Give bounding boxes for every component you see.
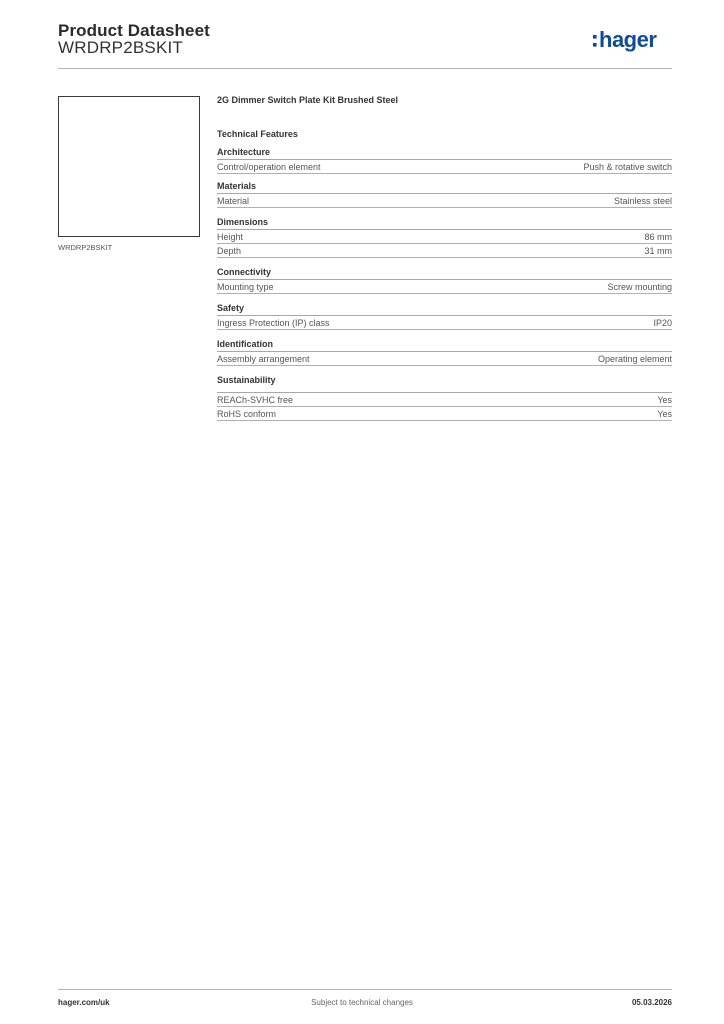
spec-label: RoHS conform (217, 409, 277, 419)
section-connectivity (217, 267, 672, 294)
spec-value: Stainless steel (613, 196, 672, 206)
section-title: Architecture (217, 147, 672, 160)
spec-label: Control/operation element (217, 162, 321, 172)
spec-value: Yes (657, 409, 672, 419)
section-dimensions (217, 217, 672, 258)
spec-row (217, 316, 672, 330)
spec-label: Mounting type (217, 282, 274, 292)
spec-label: Ingress Protection (IP) class (217, 318, 330, 328)
spec-label: Assembly arrangement (217, 354, 310, 364)
spec-row (217, 393, 672, 407)
footer-notice: Subject to technical changes (311, 998, 413, 1007)
spec-label: REACh-SVHC free (217, 395, 294, 405)
section-title: Materials (217, 181, 672, 194)
section-identification (217, 339, 672, 366)
product-code: WRDRP2BSKIT (58, 38, 183, 57)
spec-row (217, 352, 672, 366)
spec-value: IP20 (653, 318, 672, 328)
product-image (58, 96, 200, 237)
hager-logo (592, 26, 674, 56)
footer-divider (58, 989, 672, 990)
section-title: Connectivity (217, 267, 672, 280)
logo-text: hager (599, 27, 657, 52)
spec-value: Yes (657, 395, 672, 405)
section-safety (217, 303, 672, 330)
image-caption: WRDRP2BSKIT (58, 243, 113, 252)
section-title: Identification (217, 339, 672, 352)
spec-row (217, 230, 672, 244)
specifications-panel (217, 93, 672, 421)
section-title: Dimensions (217, 217, 672, 230)
spec-row (217, 407, 672, 421)
spec-label: Material (217, 196, 250, 206)
spec-row (217, 244, 672, 258)
footer-date: 05.03.2026 (631, 998, 672, 1007)
spec-value: 86 mm (644, 232, 672, 242)
technical-features-heading: Technical Features (217, 129, 298, 139)
spec-value: Screw mounting (607, 282, 672, 292)
section-title: Sustainability (217, 375, 672, 393)
spec-value: Push & rotative switch (583, 162, 672, 172)
spec-row (217, 280, 672, 294)
section-materials (217, 181, 672, 208)
product-name: 2G Dimmer Switch Plate Kit Brushed Steel (217, 95, 399, 105)
spec-value: Operating element (597, 354, 672, 364)
spec-value: 31 mm (644, 246, 672, 256)
header-divider (58, 68, 672, 69)
page-title: Product Datasheet (58, 21, 210, 40)
spec-row (217, 194, 672, 208)
spec-label: Height (217, 232, 244, 242)
section-architecture (217, 147, 672, 174)
spec-label: Depth (217, 246, 242, 256)
section-title: Safety (217, 303, 672, 316)
section-sustainability (217, 375, 672, 421)
spec-row (217, 160, 672, 174)
footer-website: hager.com/uk (58, 998, 110, 1007)
